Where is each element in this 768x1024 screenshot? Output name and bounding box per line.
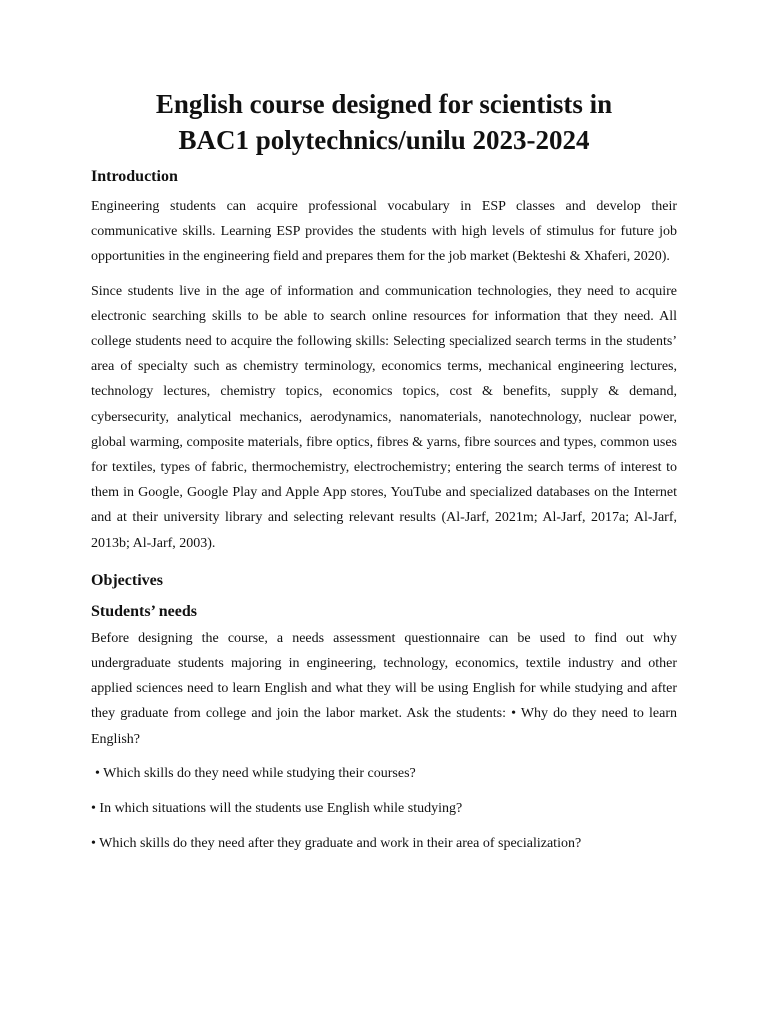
introduction-heading: Introduction	[91, 168, 178, 185]
document-page	[91, 86, 677, 866]
document-title	[91, 86, 677, 158]
students-needs-heading: Students’ needs	[91, 602, 197, 620]
introduction-paragraph-2: Since students live in the age of information and communication technologies, they need to acquire electronic searching skills to be able to search online resources for information that they need. All college students need to acquire the following skills: Selecting specialized search terms in the students’ area of specialty such as chemistry terminology, economics terms, mechanical engineering lectures, technology lectures, chemistry topics, economics topics, cost & benefits, supply & demand, cybersecurity, analytical mechanics, aerodynamics, nanomaterials, nanotechnology, nuclear power, global warming, composite materials, fibre optics, fibres & yarns, fibre sources and types, common uses for textiles, types of fabric, thermochemistry, electrochemistry; entering the search terms of interest to them in Google, Google Play and Apple App stores, YouTube and specialized databases on the Internet and at their university library and selecting relevant results (Al-Jarf, 2021m; Al-Jarf, 2017a; Al-Jarf, 2013b; Al-Jarf, 2003).	[91, 283, 677, 551]
objectives-heading: Objectives	[91, 571, 163, 589]
bullet-item: • Which skills do they need while studying their courses?	[95, 765, 416, 781]
title-line-2: BAC1 polytechnics/unilu 2023-2024	[178, 125, 590, 155]
bullet-item: • Which skills do they need after they graduate and work in their area of specialization?	[91, 836, 582, 852]
students-needs-paragraph: Before designing the course, a needs assessment questionnaire can be used to find out why undergraduate students majoring in engineering, technology, economics, textile industry and other applied sciences need to learn English and what they will be using English for while studying and after they graduate from college and join the labor market. Ask the students: • Why do they need to learn English?	[91, 630, 677, 747]
bullet-item: • In which situations will the students use English while studying?	[91, 801, 463, 817]
introduction-paragraph-1: Engineering students can acquire professional vocabulary in ESP classes and develop their communicative skills. Learning ESP provides the students with high levels of stimulus for future job opportunities in the engineering field and prepares them for the job market (Bekteshi & Xhaferi, 2020).	[91, 199, 677, 265]
title-line-1: English course designed for scientists in	[155, 89, 613, 119]
